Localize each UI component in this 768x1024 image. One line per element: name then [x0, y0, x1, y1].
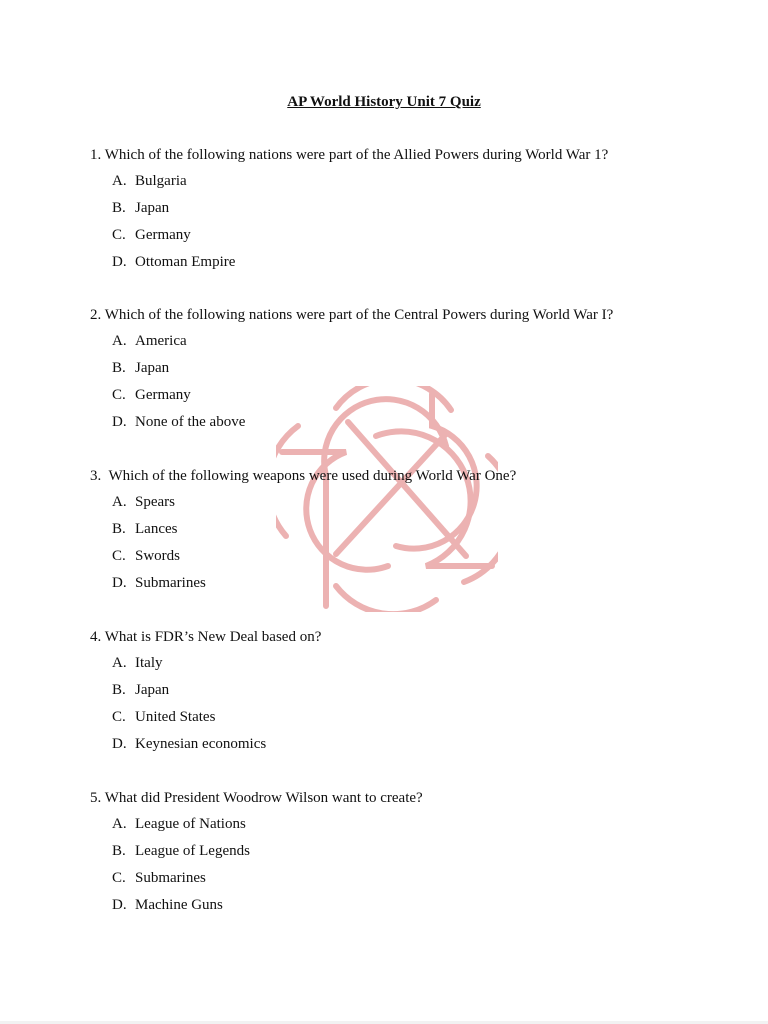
option-text: United States — [135, 709, 216, 725]
question-4 — [90, 628, 730, 753]
option-list — [90, 332, 730, 431]
option-text: Japan — [135, 360, 170, 376]
option-letter: C. — [112, 548, 126, 564]
option-c — [90, 869, 730, 887]
option-c — [90, 547, 730, 565]
option-letter: B. — [112, 843, 126, 859]
option-b — [90, 842, 730, 860]
option-text: Japan — [135, 682, 170, 698]
option-d — [90, 574, 730, 592]
option-text: Germany — [135, 387, 191, 403]
option-letter: C. — [112, 870, 126, 886]
question-text: 4. What is FDR’s New Deal based on? — [90, 629, 322, 645]
option-b — [90, 359, 730, 377]
question-2 — [90, 306, 730, 431]
option-text: Submarines — [135, 575, 206, 591]
question-1 — [90, 146, 730, 271]
option-letter: A. — [112, 655, 127, 671]
option-list — [90, 493, 730, 592]
option-text: Spears — [135, 494, 175, 510]
option-a — [90, 654, 730, 672]
option-letter: D. — [112, 897, 127, 913]
option-text: Submarines — [135, 870, 206, 886]
option-list — [90, 172, 730, 271]
option-list — [90, 654, 730, 753]
option-list — [90, 815, 730, 914]
option-c — [90, 226, 730, 244]
option-letter: D. — [112, 736, 127, 752]
option-d — [90, 896, 730, 914]
question-3 — [90, 467, 730, 592]
option-letter: A. — [112, 173, 127, 189]
option-text: Italy — [135, 655, 163, 671]
option-text: Japan — [135, 200, 170, 216]
option-letter: A. — [112, 494, 127, 510]
option-text: League of Legends — [135, 843, 250, 859]
option-letter: C. — [112, 709, 126, 725]
option-b — [90, 520, 730, 538]
option-d — [90, 253, 730, 271]
question-text: 3. Which of the following weapons were used during World War One? — [90, 468, 517, 484]
question-text: 2. Which of the following nations were part of the Central Powers during World War I? — [90, 307, 614, 323]
option-letter: A. — [112, 333, 127, 349]
option-d — [90, 735, 730, 753]
question-text: 5. What did President Woodrow Wilson want to create? — [90, 790, 423, 806]
question-5 — [90, 789, 730, 914]
option-text: Machine Guns — [135, 897, 223, 913]
option-c — [90, 708, 730, 726]
option-letter: D. — [112, 254, 127, 270]
question-text: 1. Which of the following nations were part of the Allied Powers during World War 1? — [90, 147, 609, 163]
option-a — [90, 172, 730, 190]
option-b — [90, 199, 730, 217]
option-letter: C. — [112, 387, 126, 403]
option-text: Bulgaria — [135, 173, 187, 189]
option-text: Germany — [135, 227, 191, 243]
option-a — [90, 493, 730, 511]
option-text: America — [135, 333, 187, 349]
option-text: None of the above — [135, 414, 246, 430]
page-title: AP World History Unit 7 Quiz — [287, 94, 481, 110]
option-letter: D. — [112, 414, 127, 430]
option-letter: C. — [112, 227, 126, 243]
option-letter: D. — [112, 575, 127, 591]
option-text: League of Nations — [135, 816, 246, 832]
option-c — [90, 386, 730, 404]
option-d — [90, 413, 730, 431]
option-letter: B. — [112, 521, 126, 537]
option-letter: B. — [112, 360, 126, 376]
option-text: Lances — [135, 521, 178, 537]
option-letter: B. — [112, 200, 126, 216]
option-a — [90, 332, 730, 350]
option-b — [90, 681, 730, 699]
option-text: Ottoman Empire — [135, 254, 236, 270]
option-a — [90, 815, 730, 833]
option-text: Keynesian economics — [135, 736, 267, 752]
option-letter: B. — [112, 682, 126, 698]
option-letter: A. — [112, 816, 127, 832]
option-text: Swords — [135, 548, 181, 564]
